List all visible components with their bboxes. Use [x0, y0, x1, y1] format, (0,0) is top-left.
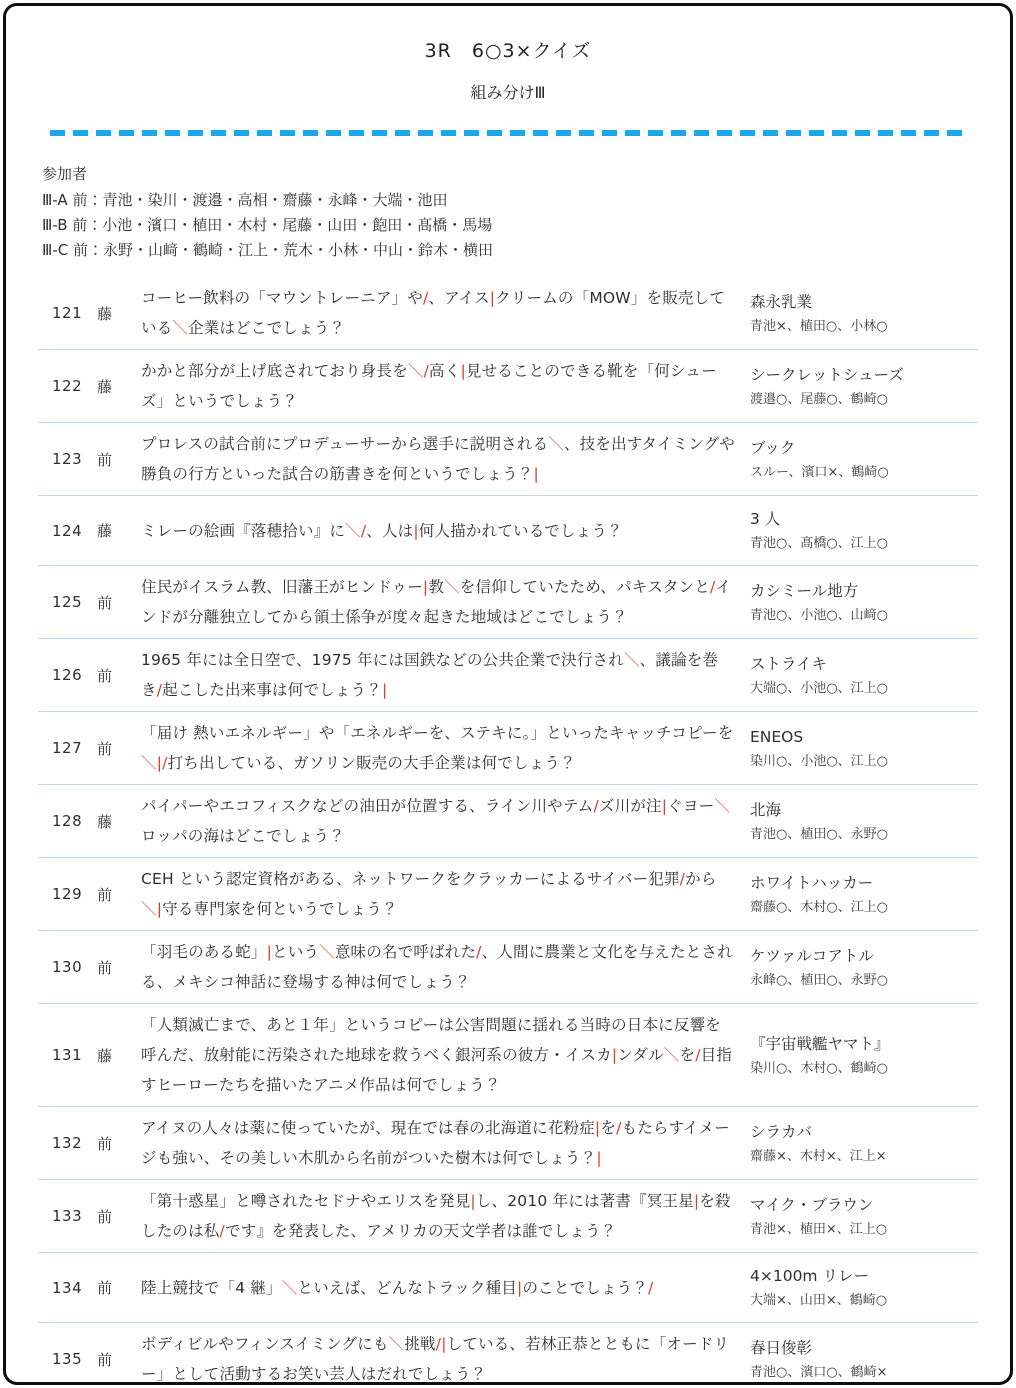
question-text: [141, 645, 750, 705]
question-segment: 打ち出している、ガソリン販売の大手企業は何でしょう？: [167, 754, 576, 772]
annotation-mark: ＼: [388, 1335, 405, 1353]
reader-label: 前: [97, 1134, 113, 1153]
annotation-mark: |: [381, 681, 388, 699]
question-segment: CEH という認定資格がある、ネットワークをクラッカーによるサイバー犯罪: [141, 870, 680, 888]
question-segment: インドが分離独立してから領土係争が度々起きた地域はどこでしょう？: [141, 578, 732, 626]
results-text: 青池○、濱口○、鶴崎×: [750, 1364, 888, 1380]
annotation-mark: ＼: [714, 797, 731, 815]
answer-cell: [750, 435, 978, 484]
question-segment: 、技を出すタイミングや勝負の行方といった試合の筋書きを何というでしょう？: [141, 435, 735, 483]
question-segment: 「羽毛のある蛇」: [141, 943, 267, 961]
annotation-mark: |: [611, 1046, 618, 1064]
quiz-sheet: [3, 3, 1013, 1385]
annotation-mark: |: [693, 1192, 700, 1210]
question-segment: 「第十惑星」と噂されたセドナやエリスを発見: [141, 1192, 471, 1210]
quiz-row: [38, 785, 978, 858]
answer-text: ブック: [750, 438, 796, 457]
answer-text: ケツァルコアトル: [750, 946, 874, 965]
question-segment: かかと部分が上げ底されており身長を: [141, 362, 408, 380]
results-text: 大端○、小池○、江上○: [750, 680, 889, 696]
reader-label: 藤: [97, 812, 113, 831]
quiz-row: [38, 1253, 978, 1323]
question-segment: 高く: [429, 362, 461, 380]
reader-label: 前: [97, 1279, 113, 1297]
question-segment: 、人は: [366, 521, 414, 540]
quiz-row: [38, 1323, 978, 1385]
dashed-divider: [50, 130, 966, 136]
results-text: 齋藤×、木村×、江上×: [750, 1148, 887, 1164]
question-segment: という: [272, 943, 320, 961]
annotation-mark: /: [679, 870, 686, 888]
row-meta: [38, 1277, 141, 1298]
question-number: 131: [52, 1046, 83, 1064]
question-segment: ンダル: [617, 1046, 664, 1064]
question-text: [141, 429, 750, 489]
participant-group: Ⅲ-C 前：永野・山﨑・鶴崎・江上・荒木・小林・中山・鈴木・横田: [42, 241, 493, 259]
results-text: スルー、濱口×、鶴崎○: [750, 464, 889, 480]
question-text: [141, 283, 750, 343]
question-number: 132: [52, 1134, 83, 1152]
results-text: 染川○、小池○、江上○: [750, 753, 889, 769]
question-text: [141, 1113, 750, 1173]
answer-text: 森永乳業: [750, 292, 813, 311]
row-meta: [38, 1349, 141, 1370]
quiz-row: [38, 639, 978, 712]
row-meta: [38, 811, 141, 832]
reader-label: 前: [97, 593, 113, 612]
reader-label: 前: [97, 739, 113, 758]
question-segment: もたらすイメージも強い、その美しい木肌から名前がついた樹木は何でしょう？: [141, 1119, 730, 1167]
question-text: [141, 572, 750, 632]
quiz-row: [38, 1004, 978, 1107]
results-text: 大端×、山田×、鶴崎○: [750, 1293, 888, 1308]
question-segment: コーヒー飲料の「マウントレーニア」や: [141, 289, 423, 307]
question-segment: 陸上競技で「4 継」: [141, 1278, 282, 1297]
answer-text: ホワイトハッカー: [750, 873, 874, 892]
results-text: 青池○、植田○、永野○: [750, 826, 889, 842]
answer-text: ストライキ: [750, 654, 828, 673]
row-meta: [38, 520, 141, 541]
annotation-mark: |: [441, 1335, 447, 1353]
annotation-mark: |: [594, 1119, 601, 1137]
question-segment: 見せることのできる靴を「何シューズ」というでしょう？: [141, 362, 717, 410]
quiz-row: [38, 712, 978, 785]
answer-cell: [750, 724, 978, 773]
row-meta: [38, 449, 141, 470]
annotation-mark: |: [470, 1192, 476, 1210]
answer-text: 3 人: [750, 510, 781, 528]
reader-label: 前: [97, 450, 113, 469]
quiz-row: [38, 1107, 978, 1180]
question-segment: 教: [428, 578, 445, 596]
answer-cell: [750, 1192, 978, 1241]
question-segment: 意味の名で呼ばれた: [334, 943, 477, 961]
question-segment: のことでしょう？: [522, 1278, 649, 1297]
annotation-mark: |: [661, 797, 668, 815]
question-segment: 「人類滅亡まで、あと１年」というコピーは公害問題に揺れる当時の日本に反響を呼んだ、放射能に汚染された地球を救うべく銀河系の彼方・イスカ: [141, 1016, 721, 1064]
quiz-row: [38, 566, 978, 639]
annotation-mark: /: [695, 1046, 701, 1064]
question-number: 135: [52, 1350, 83, 1368]
reader-label: 前: [97, 958, 113, 977]
quiz-row: [38, 350, 978, 423]
reader-label: 前: [97, 885, 113, 904]
answer-cell: [750, 797, 978, 846]
annotation-mark: ＼: [407, 362, 424, 380]
participant-list: [42, 188, 980, 263]
question-text: [141, 791, 750, 851]
annotation-mark: |: [460, 362, 466, 380]
annotation-mark: |: [533, 465, 539, 483]
row-meta: [38, 1133, 141, 1154]
quiz-row: [38, 858, 978, 931]
answer-cell: [750, 870, 978, 919]
annotation-mark: ＼: [319, 943, 335, 961]
question-segment: 何人描かれているでしょう？: [418, 521, 623, 540]
question-segment: クリームの「MOW」を販売している: [141, 289, 726, 337]
annotation-mark: |: [266, 943, 273, 961]
answer-text: ENEOS: [750, 727, 804, 746]
quiz-row: [38, 496, 978, 566]
question-text: [141, 864, 750, 924]
question-segment: ロッパの海はどこでしょう？: [141, 827, 345, 845]
answer-cell: [750, 506, 978, 555]
question-number: 134: [52, 1278, 83, 1297]
results-text: 永峰○、植田○、永野○: [750, 972, 889, 988]
annotation-mark: ＼: [281, 1278, 298, 1297]
question-segment: ミレーの絵画『落穂拾い』に: [141, 521, 346, 540]
answer-text: 春日俊彰: [750, 1338, 813, 1357]
reader-label: 藤: [97, 377, 113, 396]
question-text: [141, 1186, 750, 1246]
row-meta: [38, 1045, 141, 1066]
reader-label: 前: [97, 666, 113, 685]
answer-text: 北海: [750, 800, 782, 819]
answer-cell: [750, 651, 978, 700]
answer-cell: [750, 362, 978, 411]
results-text: 渡邉○、尾藤○、鶴崎○: [750, 391, 889, 407]
question-segment: 「届け 熱いエネルギー」や「エネルギーを、ステキに。」といったキャッチコピーを: [141, 724, 734, 742]
annotation-mark: /: [422, 289, 429, 307]
question-number: 124: [52, 521, 83, 540]
annotation-mark: /: [593, 797, 599, 815]
answer-cell: [750, 1263, 978, 1312]
reader-label: 前: [97, 1207, 113, 1226]
quiz-row: [38, 931, 978, 1004]
reader-label: 藤: [97, 1046, 113, 1065]
question-segment: を: [679, 1046, 696, 1064]
question-segment: し、2010 年には著書『冥王星: [475, 1192, 694, 1210]
annotation-mark: /: [423, 362, 430, 380]
annotation-mark: |: [517, 1278, 523, 1297]
question-number: 122: [52, 377, 83, 395]
answer-cell: [750, 1335, 978, 1384]
question-number: 133: [52, 1207, 83, 1225]
annotation-mark: |: [489, 289, 496, 307]
question-segment: 、人間に農業と文化を与えたとされる、メキシコ神話に登場する神は何でしょう？: [141, 943, 733, 991]
question-segment: パイパーやエコフィスクなどの油田が位置する、ライン川やテム: [141, 797, 594, 815]
annotation-mark: ＼: [548, 435, 564, 453]
quiz-table: [38, 277, 978, 1385]
answer-text: シラカバ: [750, 1122, 813, 1141]
question-text: [141, 1010, 750, 1100]
reader-label: 前: [97, 1350, 113, 1369]
answer-text: シークレットシューズ: [750, 365, 904, 384]
answer-cell: [750, 1031, 978, 1080]
reader-label: 藤: [97, 304, 113, 323]
question-text: [141, 516, 750, 546]
row-meta: [38, 957, 141, 978]
annotation-mark: /: [435, 1335, 442, 1353]
row-meta: [38, 884, 141, 905]
question-segment: プロレスの試合前にプロデューサーから選手に説明される: [141, 435, 549, 453]
row-meta: [38, 1206, 141, 1227]
results-text: 齋藤○、木村○、江上○: [750, 899, 889, 915]
annotation-mark: |: [596, 1149, 602, 1167]
participants-heading: 参加者: [42, 165, 88, 183]
row-meta: [38, 665, 141, 686]
page-title: 3R 6○3×クイズ: [424, 40, 592, 62]
annotation-mark: ＼: [345, 521, 361, 540]
question-segment: 目指すヒーローたちを描いたアニメ作品は何でしょう？: [141, 1046, 733, 1094]
question-segment: 住民がイスラム教、旧藩王がヒンドゥー: [141, 578, 423, 596]
answer-cell: [750, 1119, 978, 1168]
quiz-row: [38, 1180, 978, 1253]
annotation-mark: ＼: [172, 319, 189, 337]
question-segment: 企業はどこでしょう？: [188, 319, 346, 337]
annotation-mark: |: [156, 900, 163, 918]
reader-label: 藤: [97, 522, 113, 540]
question-text: [141, 718, 750, 778]
answer-cell: [750, 289, 978, 338]
answer-text: カシミール地方: [750, 581, 859, 600]
question-number: 121: [52, 304, 83, 322]
annotation-mark: /: [360, 521, 367, 540]
question-segment: を信仰していたため、パキスタンと: [459, 578, 711, 596]
annotation-mark: |: [156, 754, 163, 772]
question-segment: アイヌの人々は薬に使っていたが、現在では春の北海道に花粉症: [141, 1119, 595, 1137]
annotation-mark: /: [156, 681, 163, 699]
annotation-mark: ＼: [444, 578, 460, 596]
results-text: 青池○、髙橋○、江上○: [750, 536, 889, 551]
question-segment: 起こした出来事は何でしょう？: [162, 681, 382, 699]
answer-text: 4×100m リレー: [750, 1267, 869, 1285]
results-text: 青池×、植田○、小林○: [750, 318, 888, 334]
page-subtitle: 組み分けⅢ: [470, 83, 546, 102]
question-number: 123: [52, 450, 83, 468]
question-number: 129: [52, 885, 83, 903]
quiz-row: [38, 277, 978, 350]
answer-cell: [750, 943, 978, 992]
annotation-mark: /: [648, 1278, 654, 1297]
results-text: 染川○、木村○、鶴崎○: [750, 1060, 889, 1076]
annotation-mark: /: [710, 578, 716, 596]
question-segment: から: [685, 870, 717, 888]
results-text: 青池○、小池○、山﨑○: [750, 607, 889, 623]
participant-group: Ⅲ-A 前：青池・染川・渡邉・高相・齋藤・永峰・大端・池田: [42, 191, 448, 209]
annotation-mark: |: [413, 521, 419, 540]
question-segment: している、若林正恭とともに「オードリー」として活動するお笑い芸人はだれでしょう？: [141, 1335, 730, 1383]
question-segment: です』を発表した、アメリカの天文学者は誰でしょう？: [224, 1222, 617, 1240]
question-segment: 、議論を巻き: [141, 651, 719, 699]
annotation-mark: ＼: [623, 651, 640, 669]
question-segment: 1965 年には全日空で、1975 年には国鉄などの公共企業で決行され: [141, 651, 624, 669]
question-text: [141, 937, 750, 997]
question-number: 128: [52, 812, 83, 830]
question-segment: を殺したのは私: [141, 1192, 731, 1240]
annotation-mark: ＼: [141, 754, 157, 772]
question-number: 130: [52, 958, 83, 976]
results-text: 青池×、植田×、江上○: [750, 1221, 888, 1237]
question-number: 125: [52, 593, 83, 611]
question-segment: 、アイス: [428, 289, 490, 307]
annotation-mark: |: [422, 578, 429, 596]
question-segment: ズ川が注: [598, 797, 662, 815]
question-segment: といえば、どんなトラック種目: [297, 1278, 517, 1297]
annotation-mark: /: [476, 943, 482, 961]
answer-text: 『宇宙戦艦ヤマト』: [750, 1034, 890, 1053]
question-segment: 挑戦: [404, 1335, 436, 1353]
row-meta: [38, 592, 141, 613]
question-text: [141, 356, 750, 416]
question-segment: を: [600, 1119, 617, 1137]
row-meta: [38, 738, 141, 759]
question-text: [141, 1273, 750, 1303]
question-number: 126: [52, 666, 83, 684]
question-segment: ぐヨー: [667, 797, 715, 815]
annotation-mark: /: [162, 754, 168, 772]
quiz-row: [38, 423, 978, 496]
row-meta: [38, 303, 141, 324]
question-segment: 守る専門家を何というでしょう？: [162, 900, 398, 918]
participants-block: [42, 162, 980, 263]
answer-text: マイク・ブラウン: [750, 1195, 874, 1214]
question-number: 127: [52, 739, 83, 757]
answer-cell: [750, 578, 978, 627]
question-segment: ボディビルやフィンスイミングにも: [141, 1335, 389, 1353]
row-meta: [38, 376, 141, 397]
participant-group: Ⅲ-B 前：小池・濱口・植田・木村・尾藤・山田・飽田・髙橋・馬場: [42, 216, 493, 234]
annotation-mark: ＼: [141, 900, 157, 918]
annotation-mark: /: [219, 1222, 225, 1240]
annotation-mark: /: [616, 1119, 622, 1137]
question-text: [141, 1329, 750, 1385]
annotation-mark: ＼: [663, 1046, 680, 1064]
